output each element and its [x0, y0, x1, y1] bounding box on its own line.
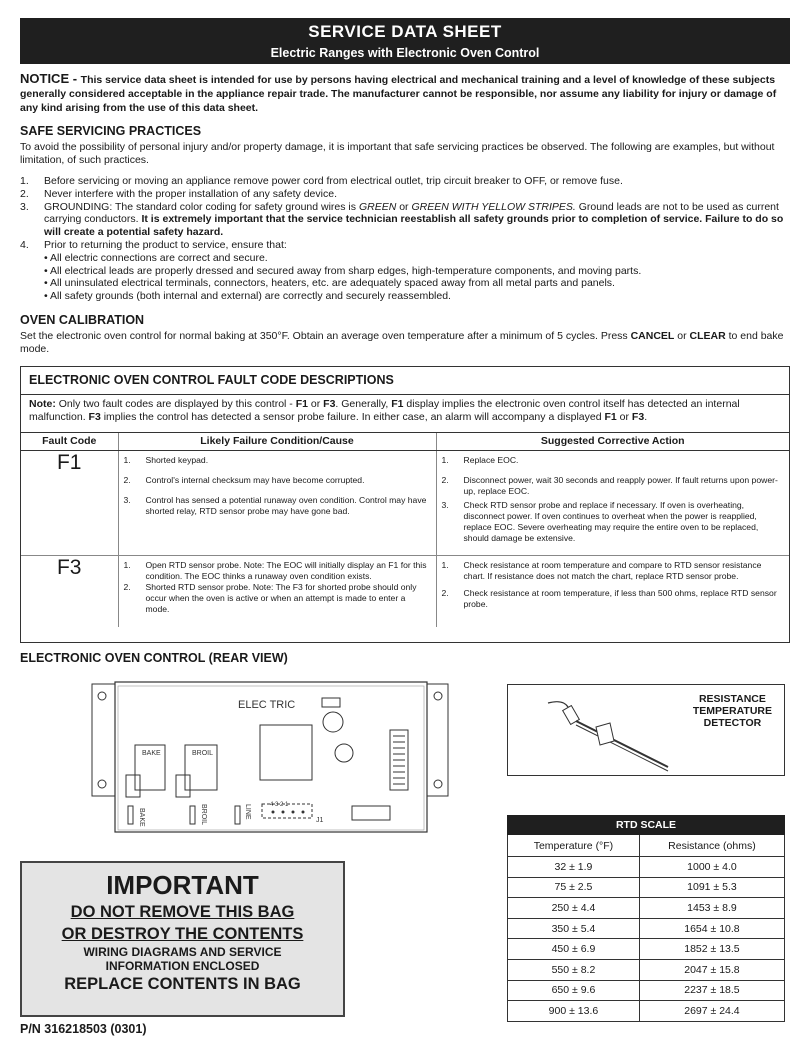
table-row: 650 ± 9.6 2237 ± 18.5	[508, 980, 785, 1001]
important-line: DO NOT REMOVE THIS BAG	[70, 903, 295, 921]
j1-label: J1	[316, 817, 324, 824]
fault-code-section	[20, 366, 790, 643]
column-header: Fault Code	[21, 433, 118, 450]
rtd-detector-figure	[507, 684, 785, 776]
mounting-hole-icon	[434, 692, 442, 700]
rtd-probe-icon	[518, 693, 688, 773]
table-row: 550 ± 8.2 2047 ± 15.8	[508, 959, 785, 980]
board-label: ELEC TRIC	[238, 699, 296, 711]
important-title: IMPORTANT	[106, 870, 259, 900]
cause-cell: 1. Open RTD sensor probe. Note: The EOC will initially display an F1 for this condition. The EOC thinks a runaway oven condition exists. 2. Shorted RTD sensor probe. Note: The F3 for shorted probe should only occur when the oven is active or when an attempt is made to enter a mode.	[118, 555, 436, 627]
mounting-hole-icon	[98, 780, 106, 788]
oven-calibration-heading: OVEN CALIBRATION	[20, 313, 145, 327]
mounting-tab-left	[92, 684, 116, 796]
fault-code-cell: F1	[21, 450, 118, 555]
column-header: Temperature (°F)	[508, 835, 640, 857]
mounting-tab-right	[426, 684, 448, 796]
header-banner	[20, 18, 790, 64]
important-line: REPLACE CONTENTS IN BAG	[64, 975, 301, 993]
notice-label: NOTICE -	[20, 71, 81, 86]
important-line: INFORMATION ENCLOSED	[105, 959, 260, 973]
fault-code-cell: F3	[21, 555, 118, 627]
line-terminal-label: LINE	[244, 804, 251, 820]
table-row	[21, 450, 789, 555]
important-line: WIRING DIAGRAMS AND SERVICE	[83, 945, 282, 959]
list-item: 3. GROUNDING: The standard color coding for safety ground wires is GREEN or GREEN WITH YELLOW STRIPES. Ground leads are not to be used as current carrying conductors. It is extremely important that the service technician reestablish all safety grounds prior to completion of service. Failure to do so will create a potential safety hazard.	[20, 200, 784, 239]
page-title: SERVICE DATA SHEET	[308, 22, 502, 41]
cause-cell: 1. Shorted keypad. 2. Control's internal checksum may have become corrupted. 3. Control has sensed a potential runaway oven condition. Control may have shorted relay, RTD sensor probe may have gone bad.	[118, 450, 436, 555]
fault-code-table	[21, 433, 789, 627]
list-subitem: • All safety grounds (both internal and external) are correctly and securely reassembled.	[44, 290, 451, 303]
table-row: 75 ± 2.5 1091 ± 5.3	[508, 877, 785, 898]
column-header: Suggested Corrective Action	[436, 433, 789, 450]
part-number: P/N 316218503 (0301)	[20, 1022, 147, 1036]
fault-code-heading: ELECTRONIC OVEN CONTROL FAULT CODE DESCRIPTIONS	[21, 367, 789, 395]
bake-terminal-label: BAKE	[138, 808, 145, 827]
j1-pin-labels: 4 3 2 1	[270, 802, 289, 808]
notice-paragraph	[20, 72, 790, 115]
column-header: Likely Failure Condition/Cause	[118, 433, 436, 450]
broil-terminal-label: BROIL	[200, 804, 207, 826]
mounting-hole-icon	[434, 780, 442, 788]
safe-servicing-heading: SAFE SERVICING PRACTICES	[20, 124, 202, 138]
safe-servicing-intro: To avoid the possibility of personal injury and/or property damage, it is important that safe servicing practices be observed. The following are examples, but without limitation, of such practices.	[20, 141, 775, 166]
table-row	[21, 555, 789, 627]
table-row: 250 ± 4.4 1453 ± 8.9	[508, 898, 785, 919]
list-item: 2. Never interfere with the proper installation of any safety device.	[20, 187, 337, 200]
notice-text: This service data sheet is intended for use by persons having electrical and mechanical training and a level of knowledge of these subjects generally considered acceptable in the appliance repair trade. The manufacturer cannot be responsible, nor assume any liability for injury or damage of any kind arising from the use of this data sheet.	[20, 74, 777, 114]
table-row: 900 ± 13.6 2697 ± 24.4	[508, 1001, 785, 1022]
list-subitem: • All uninsulated electrical terminals, connectors, heaters, etc. are adequately spaced away from all metal parts and panels.	[44, 277, 615, 290]
important-notice-box	[20, 861, 345, 1017]
oven-calibration-text: Set the electronic oven control for normal baking at 350°F. Obtain an average oven temperature after a minimum of 5 cycles. Press CANCEL or CLEAR to end bake mode.	[20, 330, 784, 355]
table-row: 350 ± 5.4 1654 ± 10.8	[508, 918, 785, 939]
table-row: 450 ± 6.9 1852 ± 13.5	[508, 939, 785, 960]
action-cell: 1. Replace EOC. 2. Disconnect power, wait 30 seconds and reapply power. If fault returns upon power-up, replace EOC. 3. Check RTD sensor probe and replace if necessary. If oven is overheating, disconnect power. If oven continues to overheat when the power is reapplied, replace EOC. Severe overheating may require the entire oven to be replaced, should damage be extensive.	[436, 450, 789, 555]
oven-control-rear-view-diagram	[90, 680, 450, 840]
list-subitem: • All electric connections are correct and secure.	[44, 251, 268, 264]
column-header: Resistance (ohms)	[639, 835, 784, 857]
list-item: 1. Before servicing or moving an appliance remove power cord from electrical outlet, trip circuit breaker to OFF, or remove fuse.	[20, 175, 623, 187]
important-line: OR DESTROY THE CONTENTS	[61, 925, 304, 943]
rtd-detector-label: RESISTANCE TEMPERATURE DETECTOR	[692, 693, 772, 729]
broil-relay-label: BROIL	[192, 750, 214, 757]
safe-servicing-list	[20, 175, 790, 303]
action-cell: 1. Check resistance at room temperature and compare to RTD sensor resistance chart. If resistance does not match the chart, replace RTD sensor probe. 2. Check resistance at room temperature, if less than 500 ohms, replace RTD sensor probe.	[441, 559, 777, 609]
rtd-scale-table	[507, 815, 785, 1022]
rtd-scale-title: RTD SCALE	[508, 816, 785, 835]
list-item: 4. Prior to returning the product to service, ensure that:	[20, 238, 287, 251]
list-subitem: • All electrical leads are properly dressed and secured away from sharp edges, high-temperature components, and moving parts.	[44, 264, 642, 277]
mounting-hole-icon	[98, 692, 106, 700]
page-subtitle: Electric Ranges with Electronic Oven Control	[270, 46, 540, 60]
table-row: 32 ± 1.9 1000 ± 4.0	[508, 857, 785, 878]
fault-code-note: Note: Only two fault codes are displayed by this control - F1 or F3. Generally, F1 display implies the electronic oven control itself has detected an internal malfunction. F3 implies the control has detected a sensor probe failure. In either case, an alarm will accompany a displayed F1 or F3.	[21, 395, 789, 433]
bake-relay-label: BAKE	[142, 750, 161, 757]
rear-view-heading: ELECTRONIC OVEN CONTROL (REAR VIEW)	[20, 651, 288, 665]
